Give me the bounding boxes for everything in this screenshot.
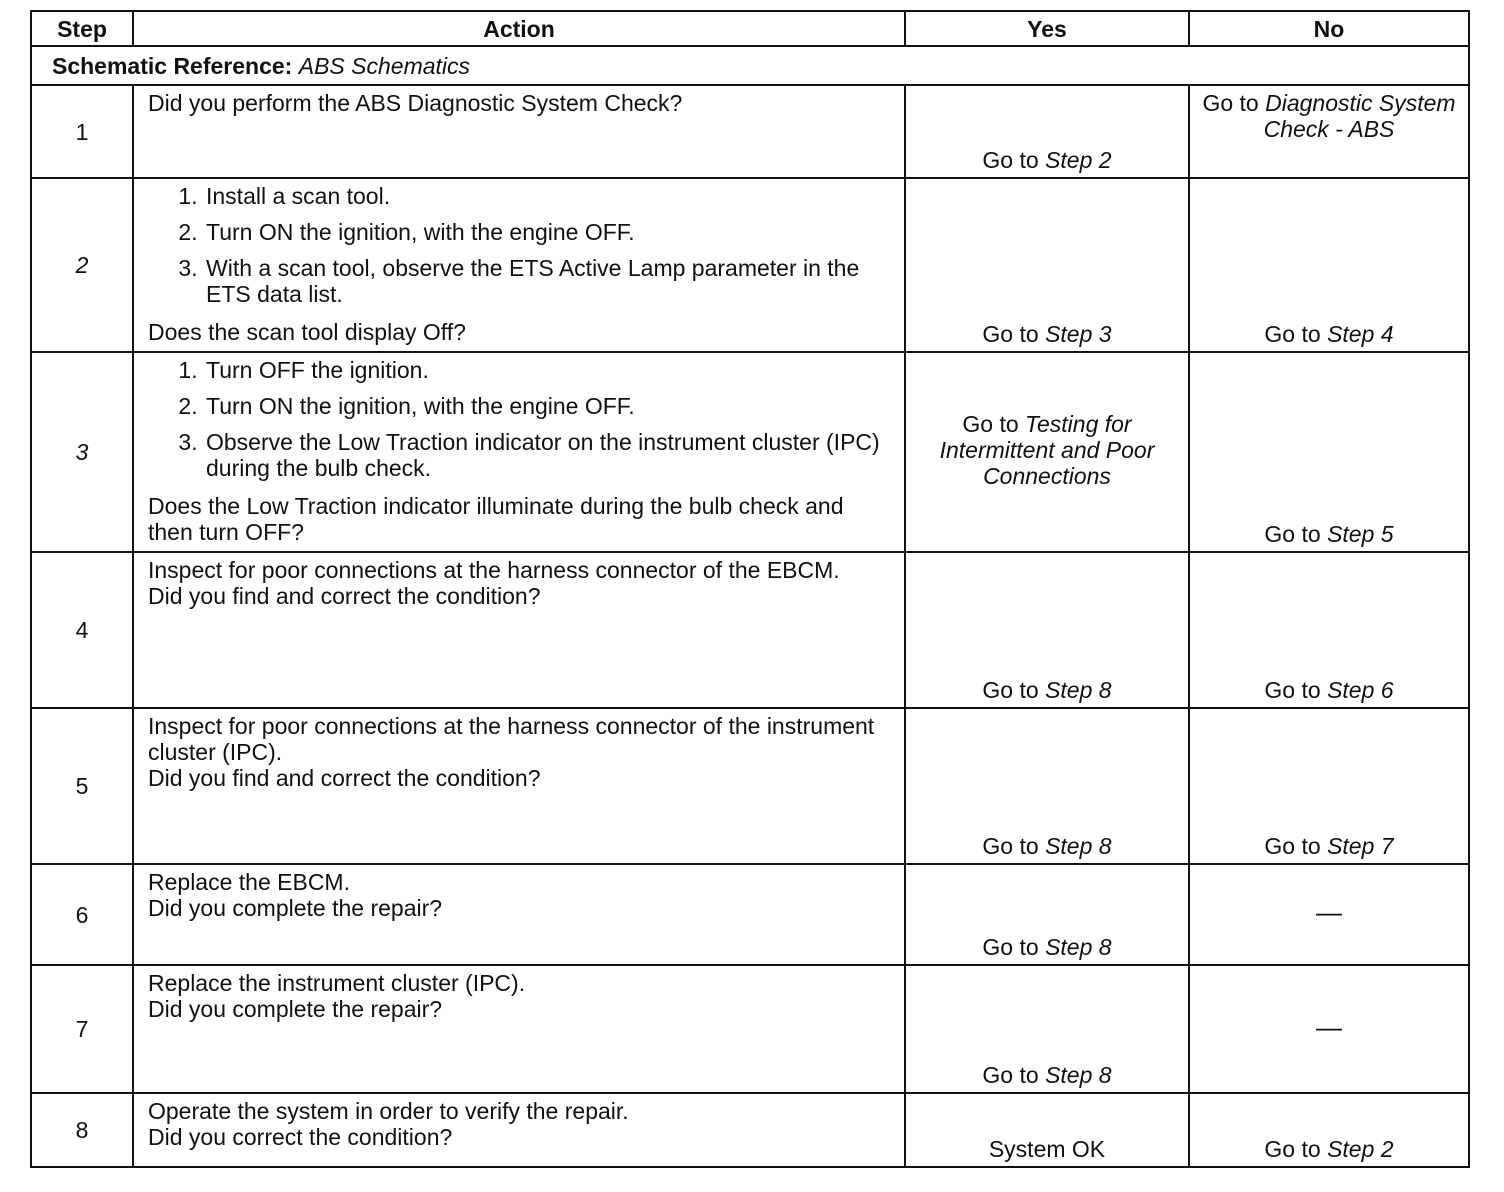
- schematic-reference-label: Schematic Reference:: [52, 52, 293, 79]
- yes-cell: [905, 552, 1189, 708]
- goto-prefix: Go to: [1264, 1136, 1321, 1162]
- action-list-item: 2. Turn ON the ignition, with the engine OFF.: [204, 219, 892, 245]
- step-row-8: [31, 1093, 1469, 1167]
- no-cell: [1189, 708, 1469, 864]
- action-question: Did you find and correct the condition?: [148, 765, 541, 791]
- yes-link[interactable]: Step 8: [1045, 934, 1112, 960]
- schematic-reference-link[interactable]: ABS Schematics: [298, 52, 471, 79]
- no-link[interactable]: Step 7: [1327, 833, 1394, 859]
- action-text: Operate the system in order to verify the repair.: [148, 1098, 629, 1124]
- step-row-6: [31, 864, 1469, 965]
- no-link[interactable]: Step 6: [1327, 677, 1394, 703]
- header-row: [31, 11, 1469, 46]
- goto-prefix: Go to: [982, 147, 1039, 173]
- goto-prefix: Go to: [982, 833, 1039, 859]
- yes-link[interactable]: Step 8: [1045, 833, 1112, 859]
- action-question: Does the scan tool display Off?: [148, 319, 466, 345]
- step-number: 4: [31, 552, 133, 708]
- yes-link[interactable]: Testing for Intermittent and Poor Connections: [939, 411, 1155, 489]
- goto-prefix: Go to: [982, 1062, 1039, 1088]
- action-list-item: 3. Observe the Low Traction indicator on the instrument cluster (IPC) during the bulb check.: [204, 429, 892, 481]
- step-number: 2: [31, 178, 133, 352]
- step-row-5: [31, 708, 1469, 864]
- action-cell: [133, 85, 905, 178]
- no-link[interactable]: Step 2: [1327, 1136, 1394, 1162]
- step-row-1: [31, 85, 1469, 178]
- action-cell: [133, 1093, 905, 1167]
- schematic-reference-row: [31, 46, 1469, 85]
- action-list-item: 1. Install a scan tool.: [204, 183, 892, 209]
- step-row-7: [31, 965, 1469, 1093]
- action-text: Replace the instrument cluster (IPC).: [148, 970, 526, 996]
- header-yes: Yes: [905, 11, 1189, 46]
- action-cell: [133, 552, 905, 708]
- yes-cell: [905, 1093, 1189, 1167]
- goto-prefix: Go to: [982, 677, 1039, 703]
- action-list: [148, 183, 892, 315]
- yes-cell: [905, 965, 1189, 1093]
- action-question: Did you correct the condition?: [148, 1124, 453, 1150]
- no-cell: [1189, 85, 1469, 178]
- no-cell: [1189, 352, 1469, 552]
- step-row-3: [31, 352, 1469, 552]
- step-number: 5: [31, 708, 133, 864]
- yes-cell: [905, 85, 1189, 178]
- schematic-reference: [31, 46, 1469, 85]
- header-action: Action: [133, 11, 905, 46]
- action-list-item: 3. With a scan tool, observe the ETS Active Lamp parameter in the ETS data list.: [204, 255, 892, 307]
- no-cell: [1189, 1093, 1469, 1167]
- header-step: Step: [31, 11, 133, 46]
- no-dash: —: [1316, 897, 1342, 927]
- no-link[interactable]: Step 4: [1327, 321, 1394, 347]
- action-text: Did you perform the ABS Diagnostic System Check?: [148, 90, 683, 116]
- no-cell: [1189, 552, 1469, 708]
- diagnostic-table: [30, 10, 1470, 1168]
- header-no: No: [1189, 11, 1469, 46]
- step-row-4: [31, 552, 1469, 708]
- yes-cell: [905, 352, 1189, 552]
- no-dash: —: [1316, 1011, 1342, 1042]
- action-question: Did you complete the repair?: [148, 996, 443, 1022]
- step-number: 7: [31, 965, 133, 1093]
- action-list-item: 1. Turn OFF the ignition.: [204, 357, 892, 383]
- action-list: [148, 357, 892, 489]
- yes-result: System OK: [988, 1136, 1106, 1162]
- action-cell: [133, 965, 905, 1093]
- goto-prefix: Go to: [1264, 677, 1321, 703]
- no-cell: [1189, 178, 1469, 352]
- goto-prefix: Go to: [982, 321, 1039, 347]
- yes-cell: [905, 178, 1189, 352]
- step-number: 6: [31, 864, 133, 965]
- action-text: Inspect for poor connections at the harness connector of the EBCM.: [148, 557, 840, 583]
- action-question: Did you complete the repair?: [148, 895, 443, 921]
- goto-prefix: Go to: [1264, 521, 1321, 547]
- yes-cell: [905, 864, 1189, 965]
- no-cell: [1189, 965, 1469, 1093]
- yes-link[interactable]: Step 8: [1045, 677, 1112, 703]
- action-text: Inspect for poor connections at the harness connector of the instrument cluster (IPC).: [148, 713, 875, 765]
- action-question: Did you find and correct the condition?: [148, 583, 541, 609]
- step-number: 1: [31, 85, 133, 178]
- action-cell: [133, 864, 905, 965]
- yes-cell: [905, 708, 1189, 864]
- action-text: Replace the EBCM.: [148, 869, 350, 895]
- yes-link[interactable]: Step 8: [1045, 1062, 1112, 1088]
- step-number: 3: [31, 352, 133, 552]
- goto-prefix: Go to: [1264, 833, 1321, 859]
- no-link[interactable]: Diagnostic System Check - ABS: [1263, 90, 1456, 142]
- no-cell: [1189, 864, 1469, 965]
- action-cell: [133, 352, 905, 552]
- step-number: 8: [31, 1093, 133, 1167]
- action-cell: [133, 708, 905, 864]
- goto-prefix: Go to: [982, 934, 1039, 960]
- yes-link[interactable]: Step 2: [1045, 147, 1112, 173]
- goto-prefix: Go to: [1202, 90, 1259, 116]
- step-row-2: [31, 178, 1469, 352]
- no-link[interactable]: Step 5: [1327, 521, 1394, 547]
- action-list-item: 2. Turn ON the ignition, with the engine OFF.: [204, 393, 892, 419]
- action-question: Does the Low Traction indicator illuminate during the bulb check and then turn OFF?: [148, 493, 844, 545]
- goto-prefix: Go to: [1264, 321, 1321, 347]
- yes-link[interactable]: Step 3: [1045, 321, 1112, 347]
- goto-prefix: Go to: [962, 411, 1019, 437]
- action-cell: [133, 178, 905, 352]
